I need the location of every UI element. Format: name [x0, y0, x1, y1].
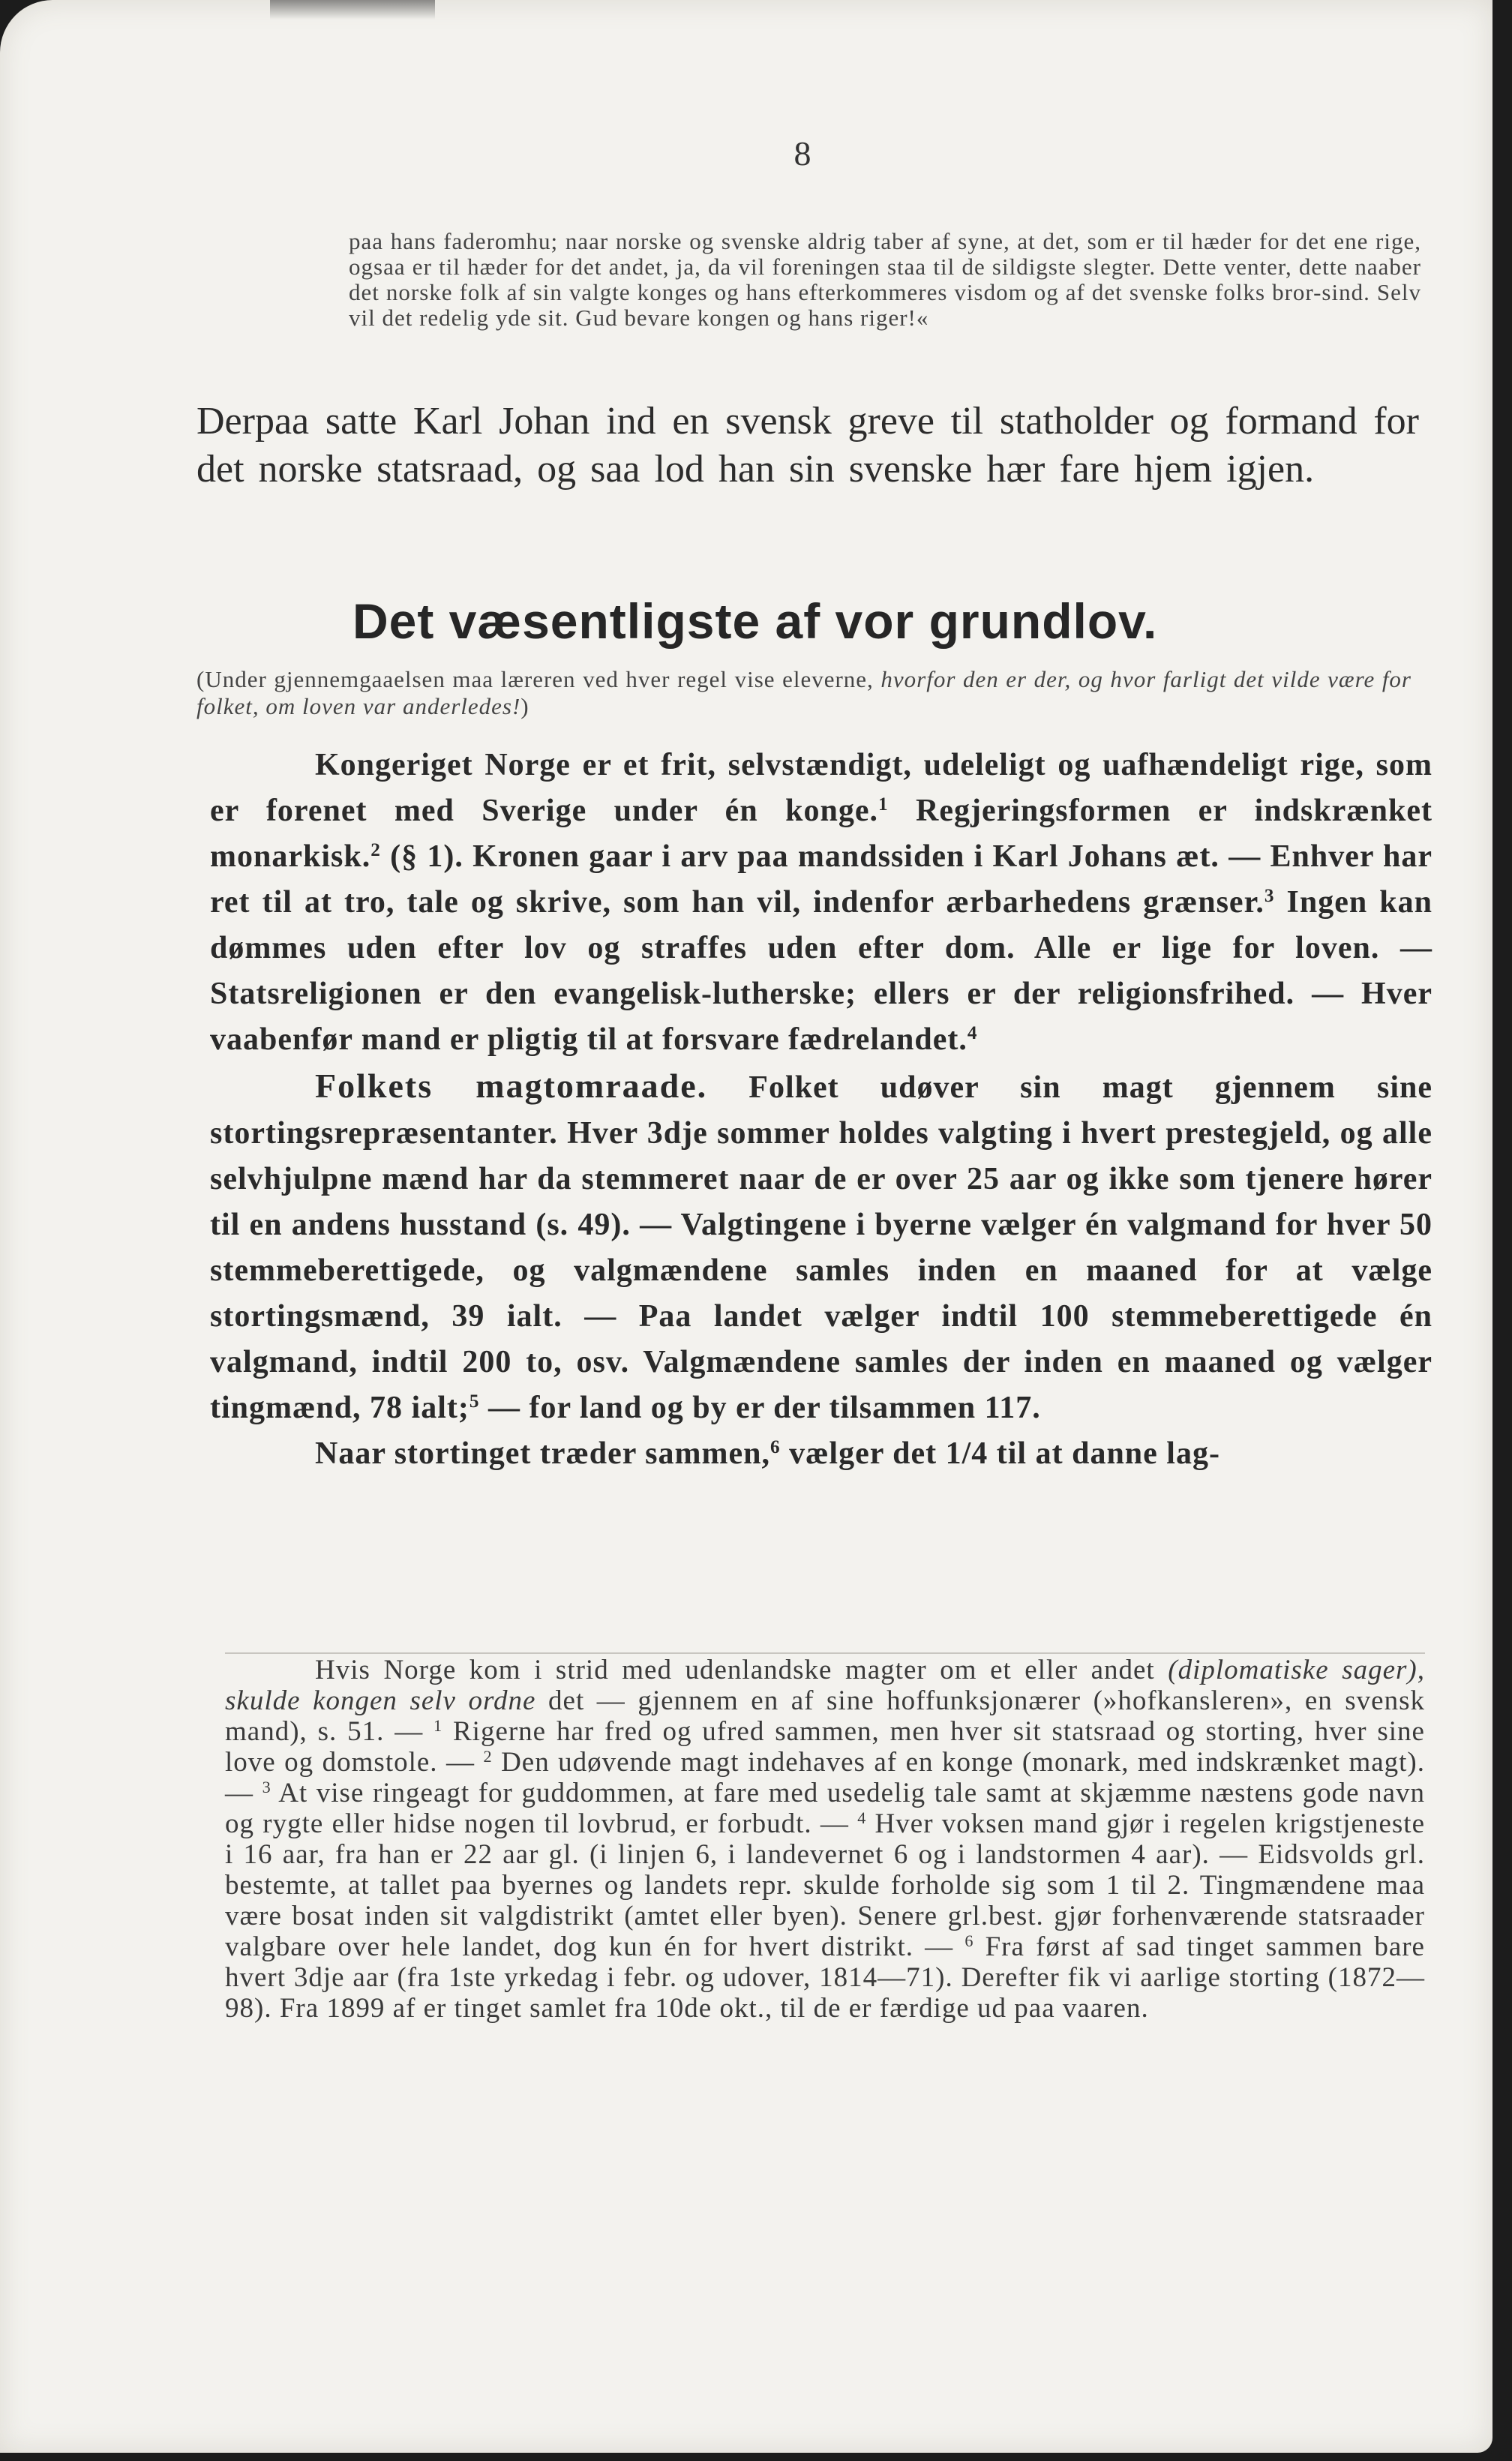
footnote-text: At vise ringeagt for guddommen, at fare med usedelig tale samt at skjæmme næstens gode navn og rygte eller hidse nogen til lovbrud, er forbudt. —: [225, 1778, 1425, 1839]
paragraph-peoples-power: [210, 1063, 1432, 1431]
footnote-text: Hver voksen mand gjør i regelen krigstjeneste i 16 aar, fra han er 22 aar gl. (i linjen 6, i landevernet 6 og i landstormen 4 aar). — Eidsvolds grl. bestemte, at tallet paa byernes og landets repr. skulde forholde sig som 1 til 2. Tingmændene maa være bosat inden sit valgdistrikt (amtet eller byen). Senere grl.best. gjør forhenværende statsraader valgbare over hele landet, dog kun én for hvert distrikt. —: [225, 1808, 1425, 1962]
paragraph-storting: [210, 1431, 1432, 1477]
paragraph-text: Folket udøver sin magt gjennem sine stortingsrepræsentanter. Hver 3dje sommer holdes valgting i hvert prestegjeld, og alle selvhjulpne mænd har da stemmeret naar de er over 25 aar og ikke som tjenere hører til en andens husstand (s. 49). — Valgtingene i byerne vælger én valgmand for hver 50 stemmeberettigede, og valgmændene samles inden en maaned for at vælge stortingsmænd, 39 ialt. — Paa landet vælger indtil 100 stemmeberettigede én valgmand, indtil 200 to, osv. Valgmændene samles der inden en maaned og vælger tingmænd, 78 ialt;: [210, 1070, 1432, 1425]
paragraph-text: (§ 1). Kronen gaar i arv paa mandssiden i Karl Johans æt. — Enhver har ret til at tro, tale og skrive, som han vil, indenfor ærbarhedens grænser.: [210, 839, 1432, 920]
footnote-text: Rigerne har fred og ufred sammen, men hver sit statsraad og storting, hver sine love og domstole. —: [225, 1716, 1425, 1778]
paragraph-text: Ingen kan dømmes uden efter lov og straffes uden efter dom. Alle er lige for loven. — Statsreligionen er den evangelisk-lutherske; ellers er der religionsfrihed. — Hver vaabenfør mand er pligtig til at forsvare fædrelandet.: [210, 885, 1433, 1057]
teacher-note: [196, 666, 1412, 720]
paragraph-text: vælger det: [780, 1436, 946, 1471]
footnote-divider: [225, 1652, 1425, 1654]
footnote-number: 6: [964, 1931, 974, 1950]
footnote-block: [225, 1655, 1425, 2024]
footnote-number: 1: [434, 1715, 443, 1735]
footnote-text: Fra først af sad tinget sammen bare hvert 3dje aar (fra 1ste yrkedag i febr. og udover, 1814—71). Derefter fik vi aarlige storting (1872—98). Fra 1899 af er tinget samlet fra 10de okt., til de er færdige ud paa vaaren.: [225, 1931, 1425, 2024]
footnote-marker: 2: [370, 840, 381, 861]
footnote-marker: 1: [878, 794, 889, 815]
paragraph-text: Regjeringsformen er indskrænket monarkisk.: [210, 794, 1432, 874]
constitution-body: [210, 743, 1432, 1477]
footnote-marker: 4: [967, 1023, 978, 1044]
quote-paragraph: paa hans faderomhu; naar norske og svenske aldrig taber af syne, at det, som er til hæder for det ene rige, ogsaa er til hæder for det andet, ja, da vil foreningen staa til de sildigste slegter. Dette venter, dette naaber det norske folk af sin valgte konges og hans efterkommeres visdom og af det svenske folks bror-sind. Selv vil det redelig yde sit. Gud bevare kongen og hans riger!«: [349, 228, 1421, 331]
footnotes: [225, 1655, 1425, 2024]
section-heading: Det væsentligste af vor grundlov.: [352, 593, 1158, 649]
paragraph-text: til at danne lag-: [988, 1436, 1220, 1471]
subsection-title: Folkets magtomraade.: [315, 1067, 708, 1105]
footnote-text: Den udøvende magt indehaves af en konge (monark, med indskrænket magt). —: [225, 1747, 1425, 1808]
paragraph-text: — for land og by er der tilsammen 117.: [479, 1391, 1041, 1425]
teacher-note-italic: hvorfor den er der, og hvor farligt det vilde være for folket, om loven var anderledes!: [196, 666, 1412, 719]
footnote-text: det — gjennem en af sine hoffunksjonærer (»hofkansleren», en svensk mand), s. 51. —: [225, 1685, 1426, 1747]
teacher-note-end: ): [520, 693, 530, 719]
fraction: 1/4: [945, 1436, 988, 1471]
footnote-italic: (diplomatiske sager), skulde kongen selv ordne: [225, 1655, 1425, 1716]
teacher-note-start: (Under gjennemgaaelsen maa læreren ved hver regel vise eleverne,: [196, 666, 881, 692]
footnote-marker: 6: [770, 1437, 781, 1458]
footnote-marker: 5: [469, 1391, 480, 1412]
footnote-number: 3: [262, 1777, 272, 1796]
footnote-number: 4: [857, 1808, 867, 1827]
page-number: 8: [794, 134, 812, 173]
lead-paragraph: Derpaa satte Karl Johan ind en svensk greve til statholder og formand for det norske statsraad, og saa lod han sin svenske hær fare hjem igjen.: [196, 400, 1419, 491]
paragraph-kingdom: [210, 743, 1432, 1063]
footnote-marker: 3: [1264, 886, 1275, 907]
footnote-number: 2: [483, 1746, 493, 1766]
paragraph-text: Kongeriget Norge er et frit, selvstændigt, udeleligt og uafhændeligt rige, som er forenet med Sverige under én konge.: [210, 748, 1432, 828]
paragraph-text: Naar stortinget træder sammen,: [315, 1436, 770, 1471]
page-stain: [270, 0, 435, 20]
footnote-text: Hvis Norge kom i strid med udenlandske magter om et eller andet: [315, 1655, 1168, 1685]
